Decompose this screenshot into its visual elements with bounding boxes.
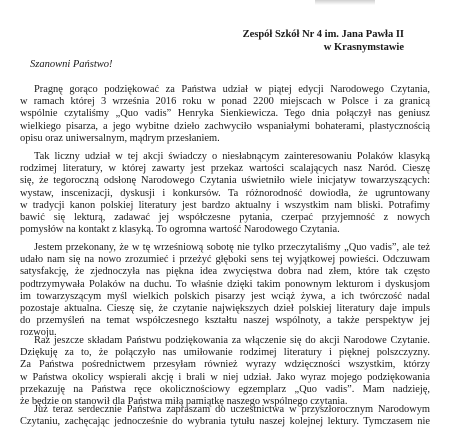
paragraph-line: podtrzymywała Polaków na duchu. To właśnie dzięki takim ponownym lekturom i dyskusjom <box>20 278 430 290</box>
paragraph-line: Jestem przekonany, że w tę wrześniową sobotę nie tylko przeczytaliśmy „Quo vadis”, ale też <box>34 242 430 253</box>
paragraph-line: rodzimej literatury, w której zawarty jest przekaz wartości scalających nasz Naród. Cieszę <box>20 163 430 175</box>
paragraph-5 <box>0 404 450 428</box>
paragraph-line: pozostaje aktualna. Cieszę się, że czytanie największych dzieł polskiej literatury daje impuls <box>20 303 430 315</box>
paragraph-4 <box>0 335 450 408</box>
sender-block <box>243 28 404 54</box>
paragraph-line: Tak liczny udział w tej akcji świadczy o niesłabnącym zainteresowaniu Polaków klasyką <box>34 151 430 162</box>
paragraph-line: przekazuję na Państwa ręce okolicznościowy egzemplarz „Quo vadis”. Mam nadzieję, <box>20 383 430 395</box>
school-town: w Krasnymstawie <box>323 42 404 53</box>
paragraph-line: Za Państwa pośrednictwem przesyłam również wyrazy wdzięczności wszystkim, którzy <box>20 359 430 371</box>
paragraph-2 <box>0 151 450 236</box>
paragraph-line: się, że tegoroczną odsłonę Narodowego Czytania uświetniło wiele inicjatyw towarzyszących: <box>20 175 430 187</box>
scan-smudge <box>315 0 375 5</box>
paragraph-line: im towarzyszącym myśl wielkich polskich pisarzy jest wciąż żywa, a ich twórczość nadal <box>20 290 430 302</box>
paragraph-line: do przemyśleń na temat współczesnego kształtu naszej wspólnoty, a także perspektyw jej <box>20 315 430 327</box>
paragraph-line: w Państwa okolicy wspierali akcję i brali w niej udział. Jako wyraz mojego podziękowania <box>20 371 430 383</box>
paragraph-line: pomysłów na kontakt z klasyką. To ogromna wartość Narodowego Czytania. <box>20 224 340 236</box>
paragraph-line: bawić się lekturą, zadawać jej współczesne pytania, czerpać przyjemność z nowych <box>20 212 430 224</box>
paragraph-line: Raz jeszcze składam Państwu podziękowania za włączenie się do akcji Narodowe Czytanie. <box>34 335 430 346</box>
paragraph-line: w tradycji kanon polskiej literatury jest bardzo aktualny i wszystkim nam bliski. Potrafimy <box>20 199 430 211</box>
paragraph-1 <box>0 84 450 145</box>
paragraph-line: Czytaniu, zachęcając jednocześnie do wybrania tytułu naszej kolejnej lektury. Tymczasem nie <box>20 416 430 428</box>
paragraph-line: rozwoju. <box>20 327 57 339</box>
paragraph-line: satysfakcję, że zjednoczyła nas piękna idea zwycięstwa dobra nad złem, które tak często <box>20 266 430 278</box>
paragraph-line: wielkiego pisarza, a jego wybitne dzieło zachwyciło wspaniałymi bohaterami, plastycznością <box>20 120 430 132</box>
salutation: Szanowni Państwo! <box>30 59 113 70</box>
paragraph-line: że będzie on stanowił dla Państwa miłą pamiątkę naszego wspólnego czytania. <box>20 396 348 408</box>
paragraph-line: udało nam się na nowo zrozumieć i przeżyć głęboki sens tej wyjątkowej powieści. Odczuwam <box>20 254 430 266</box>
paragraph-line: Już teraz serdecznie Państwa zapraszam do uczestnictwa w przyszłorocznym Narodowym <box>34 404 430 415</box>
paragraph-line: w ramach której 3 września 2016 roku w ponad 2200 miejscach w Polsce i za granicą <box>20 96 430 108</box>
school-name: Zespół Szkół Nr 4 im. Jana Pawła II <box>242 29 404 40</box>
paragraph-line: Dziękuję za to, że połączyło nas umiłowanie rodzimej literatury i pięknej polszczyzny. <box>20 347 430 359</box>
paragraph-line: wystaw, inscenizacji, dyskusji i konkursów. Ta różnorodność dowiodła, że ugruntowany <box>20 187 430 199</box>
paragraph-line: Pragnę gorąco podziękować za Państwa udział w piątej edycji Narodowego Czytania, <box>34 84 430 95</box>
paragraph-3 <box>0 242 450 340</box>
paragraph-line: wspólnie czytaliśmy „Quo vadis” Henryka Sienkiewicza. Tego dnia połączył nas geniusz <box>20 108 430 120</box>
paragraph-line: opisu oraz uniwersalnym, mądrym przesłaniem. <box>20 132 220 144</box>
